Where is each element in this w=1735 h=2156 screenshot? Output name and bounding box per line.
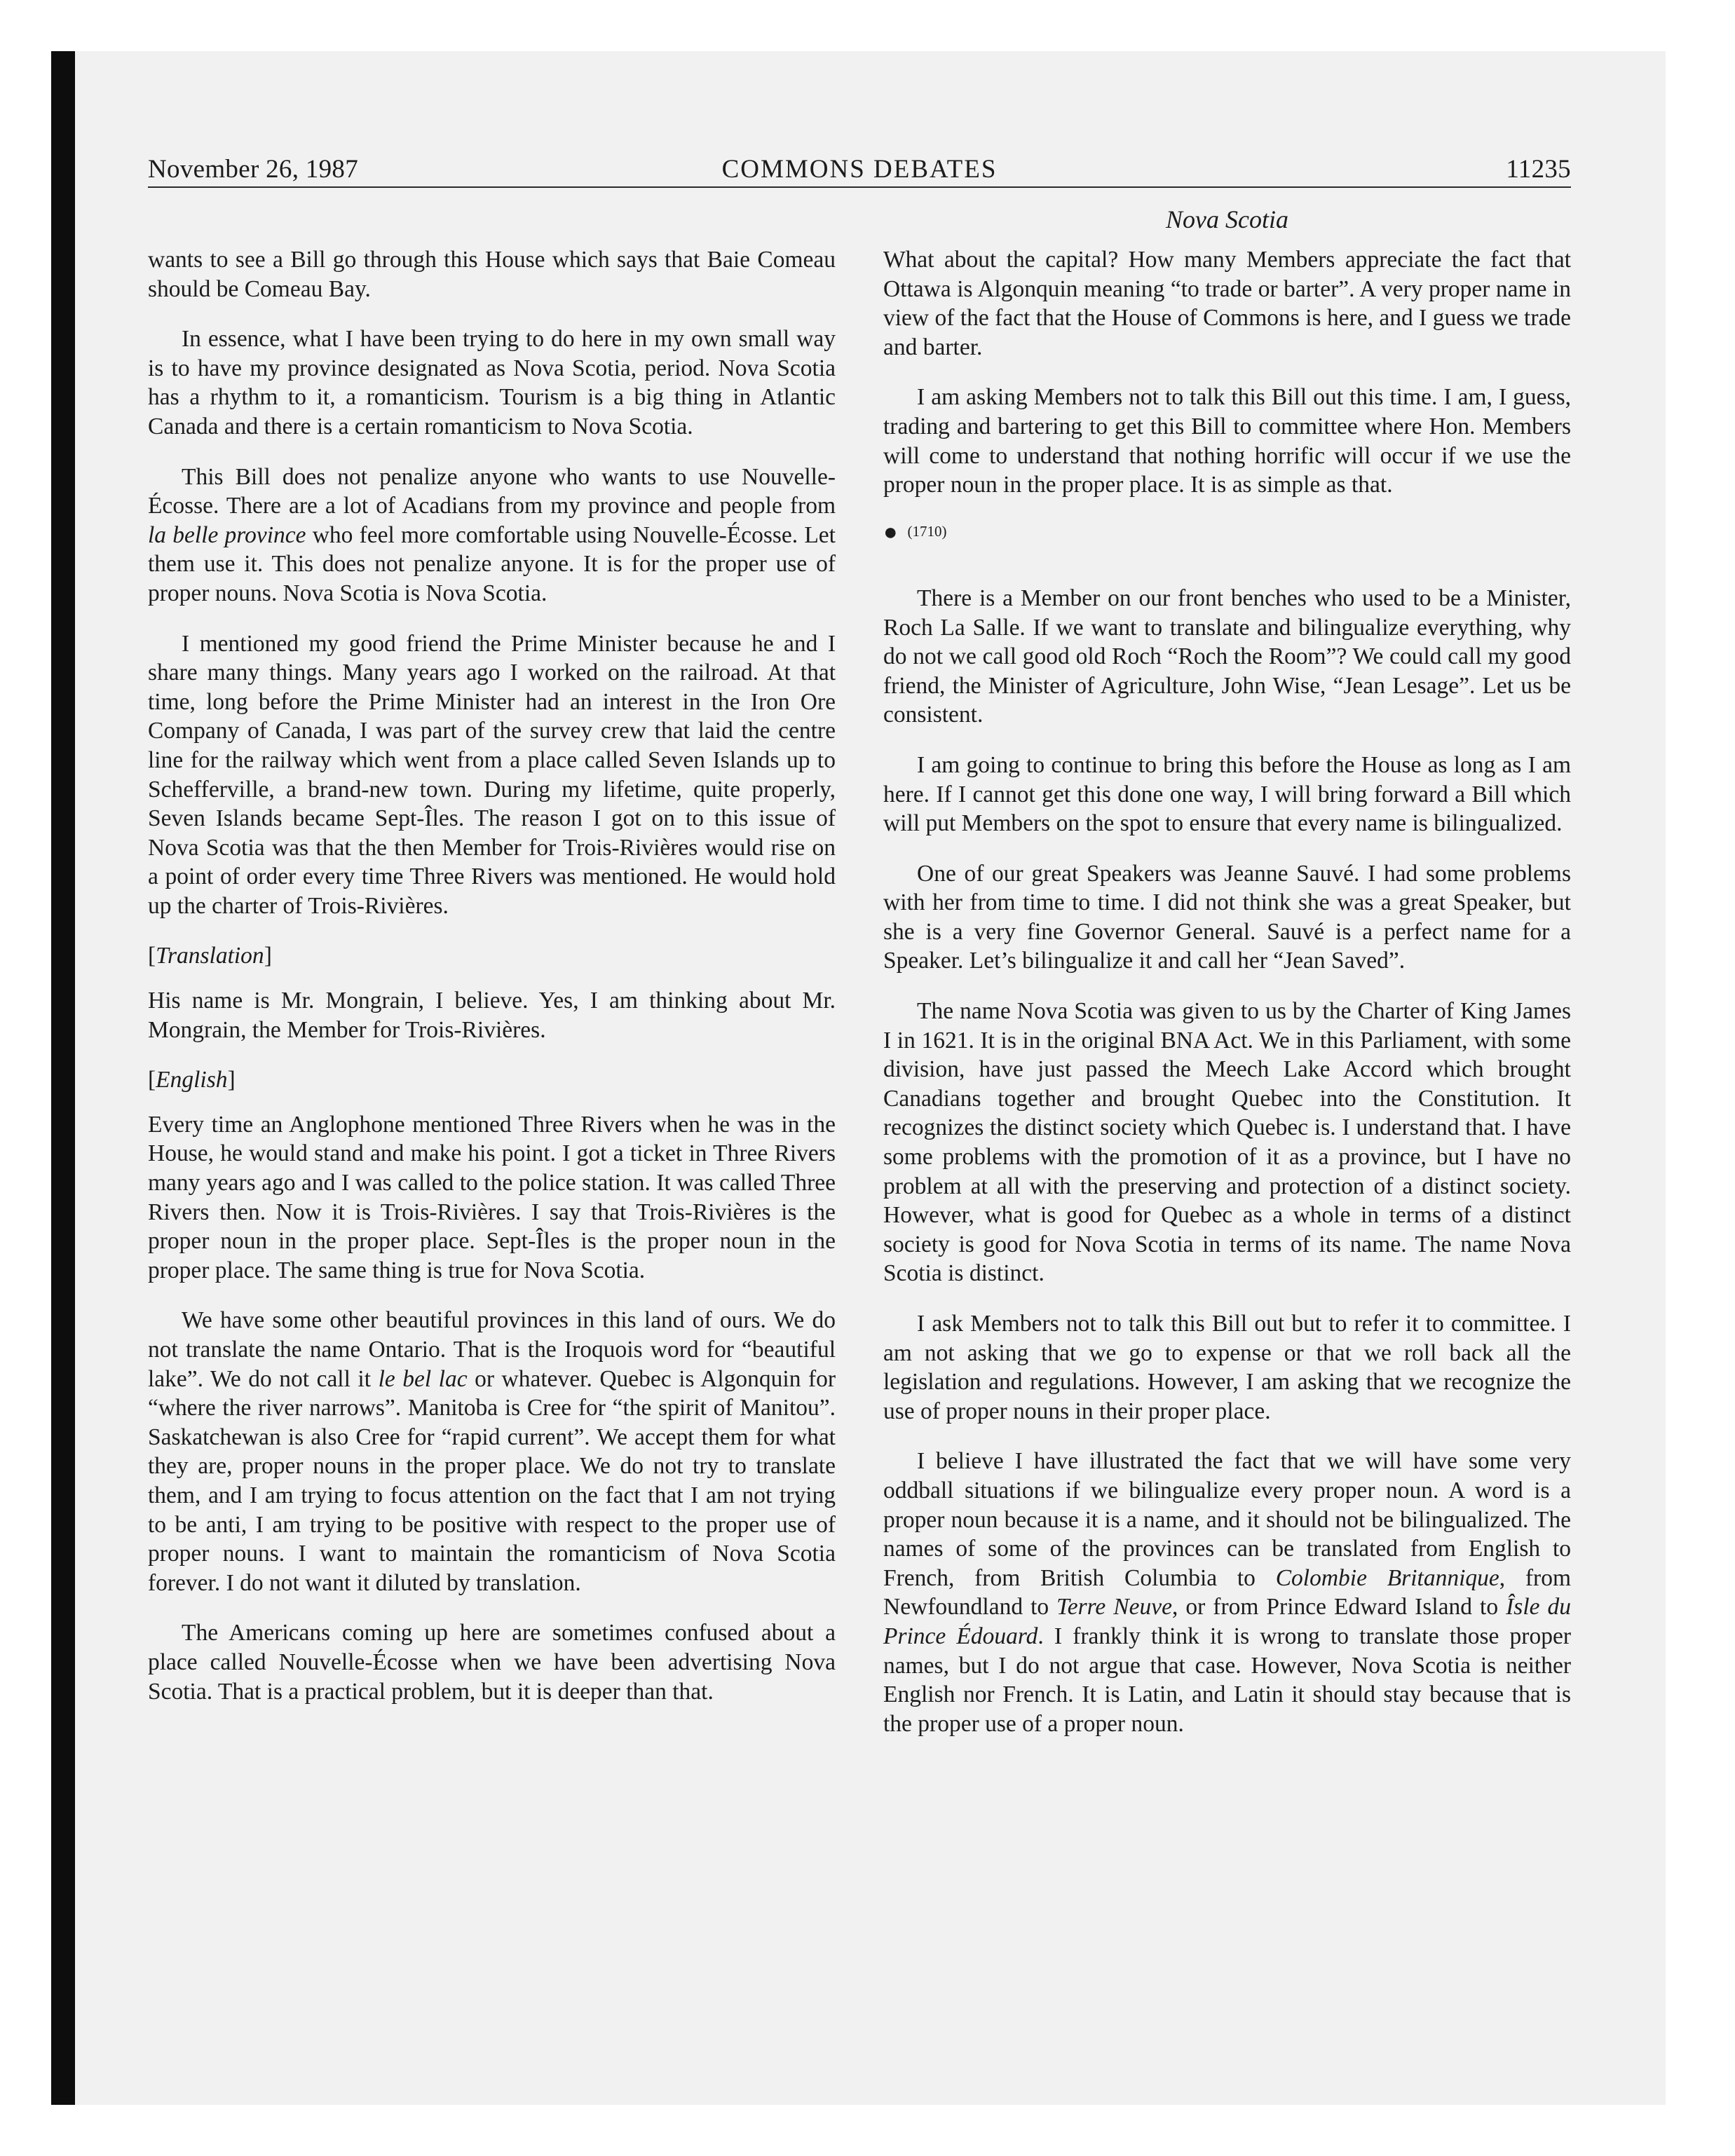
label-text: English <box>156 1067 228 1093</box>
italic-text: Colombie Britannique <box>1275 1564 1499 1591</box>
text-run: who feel more comfortable using Nouvelle-Écosse. Let them use it. This does not penalize anyone. It is for the proper use of proper nouns. Nova Scotia is Nova Scotia. <box>148 521 836 606</box>
header-page-number: 11235 <box>1506 155 1571 184</box>
paragraph: The Americans coming up here are sometimes confused about a place called Nouvelle-Écosse when we have been advertising Nova Scotia. That is a practical problem, but it is deeper than that. <box>148 1620 836 1705</box>
paragraph: I am going to continue to bring this before the House as long as I am here. If I cannot get this done one way, I will bring forward a Bill which will put Members on the spot to ensure that every name is bilingualized. <box>883 751 1571 837</box>
text-run: , from Newfoundland to <box>883 1564 1572 1621</box>
paragraph <box>148 1306 836 1597</box>
italic-text: Terre Neuve <box>1056 1594 1172 1621</box>
language-label-english: [English] <box>148 1067 236 1093</box>
time-marker <box>883 521 1571 543</box>
paragraph: His name is Mr. Mongrain, I believe. Yes, I am thinking about Mr. Mongrain, the Member for Trois-Rivières. <box>148 988 836 1043</box>
paragraph: What about the capital? How many Members appreciate the fact that Ottawa is Algonquin meaning “to trade or barter”. A very proper name in view of the fact that the House of Commons is here, and I guess we trade and barter. <box>883 247 1571 360</box>
paragraph: wants to see a Bill go through this House which says that Baie Comeau should be Comeau Bay. <box>148 247 836 302</box>
text-run: We have some other beautiful provinces in this land of ours. We do not translate the name Ontario. That is the Iroquois word for “beautiful lake”. We do not call it <box>148 1307 836 1392</box>
paragraph <box>883 1447 1571 1738</box>
page-header <box>148 154 1571 189</box>
paragraph: One of our great Speakers was Jeanne Sauvé. I had some problems with her from time to time. I did not think she was a great Speaker, but she is a very fine Governor General. Sauvé is a perfect name for a Speaker. Let’s bilingualize it and call her “Jean Saved”. <box>883 860 1571 974</box>
left-column <box>148 245 836 1727</box>
paragraph: The name Nova Scotia was given to us by the Charter of King James I in 1621. It is in the original BNA Act. We in this Parliament, with some division, have just passed the Meech Lake Accord which brought Canadians together and brought Quebec into the Constitution. It recognizes the distinct society which Quebec is. I understand that. I have some problems with the promotion of it as a province, but I have no problem at all with the preserving and protection of a distinct society. However, what is good for Quebec as a whole in terms of a distinct society is good for Nova Scotia in terms of its name. The name Nova Scotia is distinct. <box>883 998 1571 1287</box>
paragraph: Every time an Anglophone mentioned Three Rivers when he was in the House, he would stand and make his point. I got a ticket in Three Rivers many years ago and I was called to the police station. It was called Three Rivers then. Now it is Trois-Rivières. I say that Trois-Rivières is the proper noun in the proper place. Sept-Îles is the proper noun in the proper place. The same thing is true for Nova Scotia. <box>148 1111 836 1283</box>
header-title: COMMONS DEBATES <box>721 155 998 184</box>
paragraph: In essence, what I have been trying to do here in my own small way is to have my province designated as Nova Scotia, period. Nova Scotia has a rhythm to it, a romanticism. Tourism is a big thing in Atlantic Canada and there is a certain romanticism to Nova Scotia. <box>148 326 836 439</box>
header-rule <box>148 186 1571 188</box>
italic-text: la belle province <box>148 521 306 548</box>
paragraph: I am asking Members not to talk this Bill out this time. I am, I guess, trading and bartering to get this Bill to committee where Hon. Members will come to understand that nothing horrific will occur if we use the proper noun in the proper place. It is as simple as that. <box>883 384 1571 498</box>
time-marker-text: (1710) <box>907 522 947 540</box>
right-column <box>883 245 1571 1759</box>
paragraph: There is a Member on our front benches who used to be a Minister, Roch La Salle. If we want to translate and bilingualize everything, why do not we call good old Roch “Roch the Room”? We could call my good friend, the Minister of Agriculture, John Wise, “Jean Lesage”. Let us be consistent. <box>883 585 1571 728</box>
scan-edge-bar <box>51 51 75 2105</box>
paragraph: I mentioned my good friend the Prime Minister because he and I share many things. Many years ago I worked on the railroad. At that time, long before the Prime Minister had an interest in the Iron Ore Company of Canada, I was part of the survey crew that laid the centre line for the railway which went from a place called Seven Islands up to Schefferville, a brand-new town. During my lifetime, quite properly, Seven Islands became Sept-Îles. The reason I got on to this issue of Nova Scotia was that the then Member for Trois-Rivières would rise on a point of order every time Three Rivers was mentioned. He would hold up the charter of Trois-Rivières. <box>148 630 836 919</box>
bullet-icon: ● <box>883 519 898 545</box>
label-text: Translation <box>156 943 264 969</box>
language-label-translation: [Translation] <box>148 943 272 969</box>
paragraph <box>148 463 836 608</box>
running-head: Nova Scotia <box>1166 205 1288 233</box>
text-run: , or from Prince Edward Island to <box>1172 1594 1506 1621</box>
header-date: November 26, 1987 <box>148 155 359 184</box>
italic-text: le bel lac <box>378 1365 468 1392</box>
text-run: This Bill does not penalize anyone who wants to use Nouvelle-Écosse. There are a lot of Acadians from my province and people from <box>148 463 836 519</box>
text-run: or whatever. Quebec is Algonquin for “where the river narrows”. Manitoba is Cree for “the spirit of Manitou”. Saskatchewan is also Cree for “rapid current”. We accept them for what they are, proper nouns in the proper place. We do not try to translate them, and I am trying to focus attention on the fact that I am not trying to be anti, I am trying to be positive with respect to the proper use of proper nouns. I want to maintain the romanticism of Nova Scotia forever. I do not want it diluted by translation. <box>148 1365 836 1596</box>
text-run: . I frankly think it is wrong to translate those proper names, but I do not argue that case. However, Nova Scotia is neither English nor French. It is Latin, and Latin it should stay because that is the proper use of a proper noun. <box>883 1623 1571 1737</box>
text-run: I believe I have illustrated the fact that we will have some very oddball situations if we bilingualize every proper noun. A word is a proper noun because it is a name, and it should not be bilingualized. The names of some of the provinces can be translated from English to French, from British Columbia to <box>883 1448 1571 1591</box>
italic-text: Îsle du Prince Édouard <box>883 1594 1571 1649</box>
paragraph: I ask Members not to talk this Bill out but to refer it to committee. I am not asking that we go to expense or that we roll back all the legislation and regulations. However, I am asking that we recognize the use of proper nouns in their proper place. <box>883 1311 1571 1424</box>
